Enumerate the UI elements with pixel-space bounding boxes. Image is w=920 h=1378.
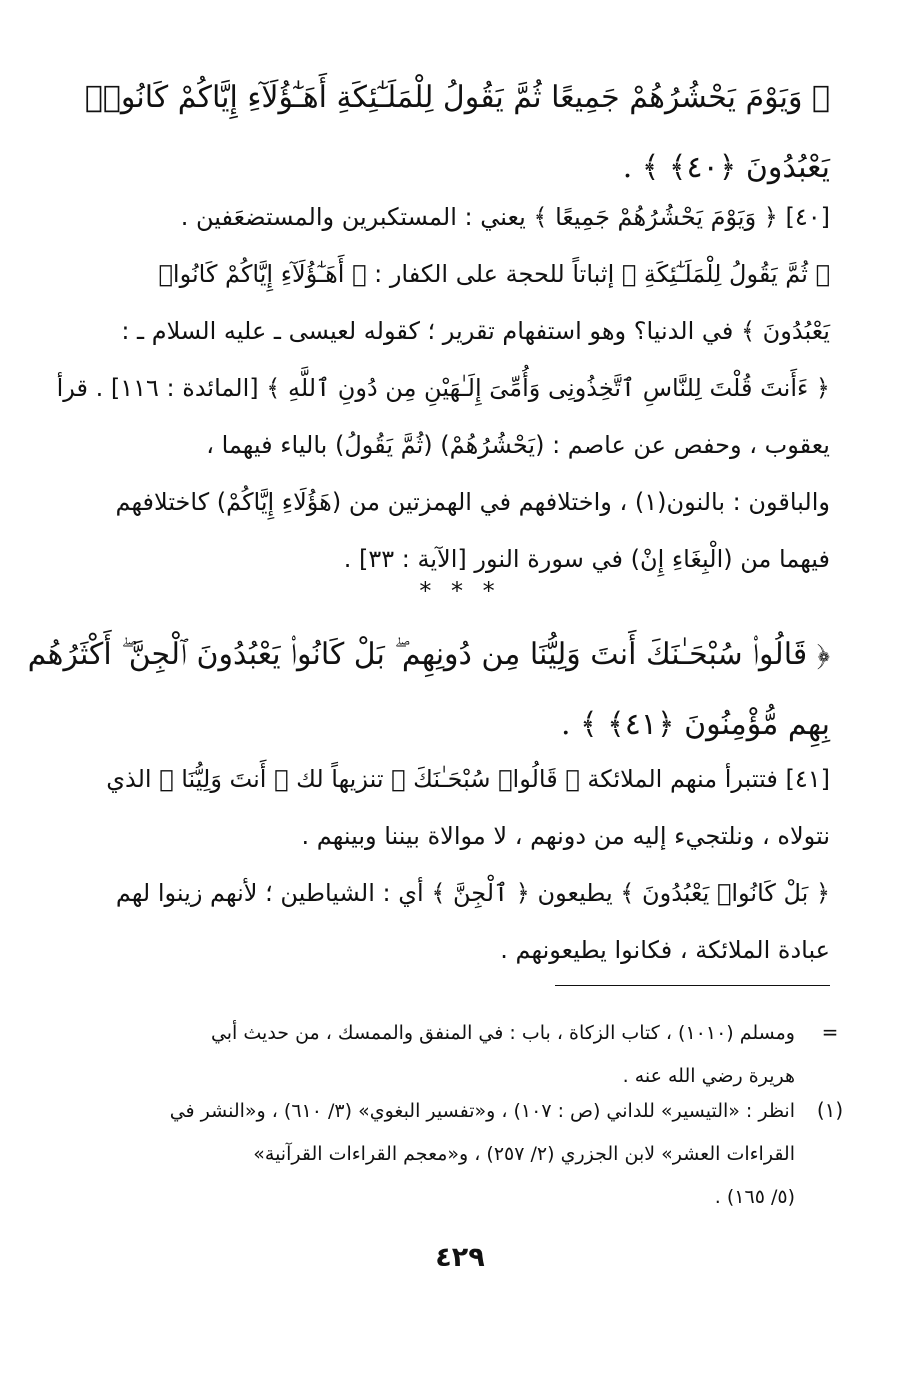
commentary-line: ﴿ ءَأَنتَ قُلْتَ لِلنَّاسِ ٱتَّخِذُونِى وَأُمِّىَ إِلَـٰهَيْنِ مِن دُونِ ٱللَّهِ ﴾ [المائدة : ١١٦] . قرأ	[56, 374, 830, 402]
commentary-line: نتولاه ، ونلتجيء إليه من دونهم ، لا موالاة بيننا وبينهم .	[301, 822, 830, 850]
commentary-line: [٤١] فتتبرأ منهم الملائكة ﴿ قَالُوا۟ سُبْحَـٰنَكَ ﴾ تنزيهاً لك ﴿ أَنتَ وَلِيُّنَا ﴾ الذي	[106, 765, 830, 793]
footnote-line: (٥/ ١٦٥) .	[714, 1186, 795, 1208]
footnote-marker: (١)	[816, 1098, 844, 1122]
footnote-text	[100, 1090, 795, 1219]
quran-verse-41	[27, 620, 830, 760]
footnote-divider	[555, 985, 830, 986]
commentary-line: [٤٠] ﴿ وَيَوْمَ يَحْشُرُهُمْ جَمِيعًا ﴾ يعني : المستكبرين والمستضعَفين .	[180, 203, 830, 231]
verse-line: ﴿ وَيَوْمَ يَحْشُرُهُمْ جَمِيعًا ثُمَّ يَقُولُ لِلْمَلَـٰٓئِكَةِ أَهَـٰٓؤُلَآءِ إِيَّاكُمْ كَانُوا۟	[84, 80, 830, 115]
footnote-line: هريرة رضي الله عنه .	[622, 1065, 795, 1087]
page-number: ٤٢٩	[435, 1242, 485, 1273]
commentary-41	[100, 751, 830, 979]
verse-line: ﴿ قَالُوا۟ سُبْحَـٰنَكَ أَنتَ وَلِيُّنَا مِن دُونِهِم ۖ بَلْ كَانُوا۟ يَعْبُدُونَ ٱلْجِنَّ ۖ أَكْثَرُهُم	[27, 637, 830, 672]
footnote-1	[100, 1090, 845, 1219]
commentary-line: ﴿ بَلْ كَانُوا۟ يَعْبُدُونَ ﴾ يطيعون ﴿ ٱلْجِنَّ ﴾ أي : الشياطين ؛ لأنهم زينوا لهم	[115, 879, 830, 907]
verse-line: يَعْبُدُونَ ﴿٤٠﴾ ﴾ .	[622, 150, 830, 185]
footnote-line: ومسلم (١٠١٠) ، كتاب الزكاة ، باب : في المنفق والممسك ، من حديث أبي	[210, 1022, 795, 1044]
quran-verse-40	[84, 63, 830, 203]
commentary-40	[56, 189, 830, 588]
commentary-line: ﴿ ثُمَّ يَقُولُ لِلْمَلَـٰٓئِكَةِ ﴾ إثباتاً للحجة على الكفار : ﴿ أَهَـٰٓؤُلَآءِ إِيَّاكُمْ كَانُوا۟	[158, 260, 830, 288]
footnote-continuation	[100, 1012, 845, 1098]
footnote-line: القراءات العشر» لابن الجزري (٢/ ٢٥٧) ، و«معجم القراءات القرآنية»	[253, 1143, 795, 1165]
section-separator: * * *	[419, 577, 501, 605]
commentary-line: عبادة الملائكة ، فكانوا يطيعونهم .	[500, 936, 830, 964]
footnote-line: انظر : «التيسير» للداني (ص : ١٠٧) ، و«تفسير البغوي» (٣/ ٦١٠) ، و«النشر في	[169, 1100, 795, 1122]
footnote-marker: =	[821, 1020, 839, 1044]
commentary-line: يَعْبُدُونَ ﴾ في الدنيا؟ وهو استفهام تقرير ؛ كقوله لعيسى ـ عليه السلام ـ :	[121, 317, 830, 345]
commentary-line: والباقون : بالنون(١) ، واختلافهم في الهمزتين من (هَؤُلَاءِ إِيَّاكُمْ) كاختلافهم	[115, 488, 830, 516]
commentary-line: فيهما من (الْبِغَاءِ إِنْ) في سورة النور [الآية : ٣٣] .	[343, 545, 830, 573]
footnote-text	[100, 1012, 795, 1098]
commentary-line: يعقوب ، وحفص عن عاصم : (يَحْشُرُهُمْ) (ثُمَّ يَقُولُ) بالياء فيهما ،	[206, 431, 830, 459]
verse-line: بِهِم مُّؤْمِنُونَ ﴿٤١﴾ ﴾ .	[560, 707, 830, 742]
